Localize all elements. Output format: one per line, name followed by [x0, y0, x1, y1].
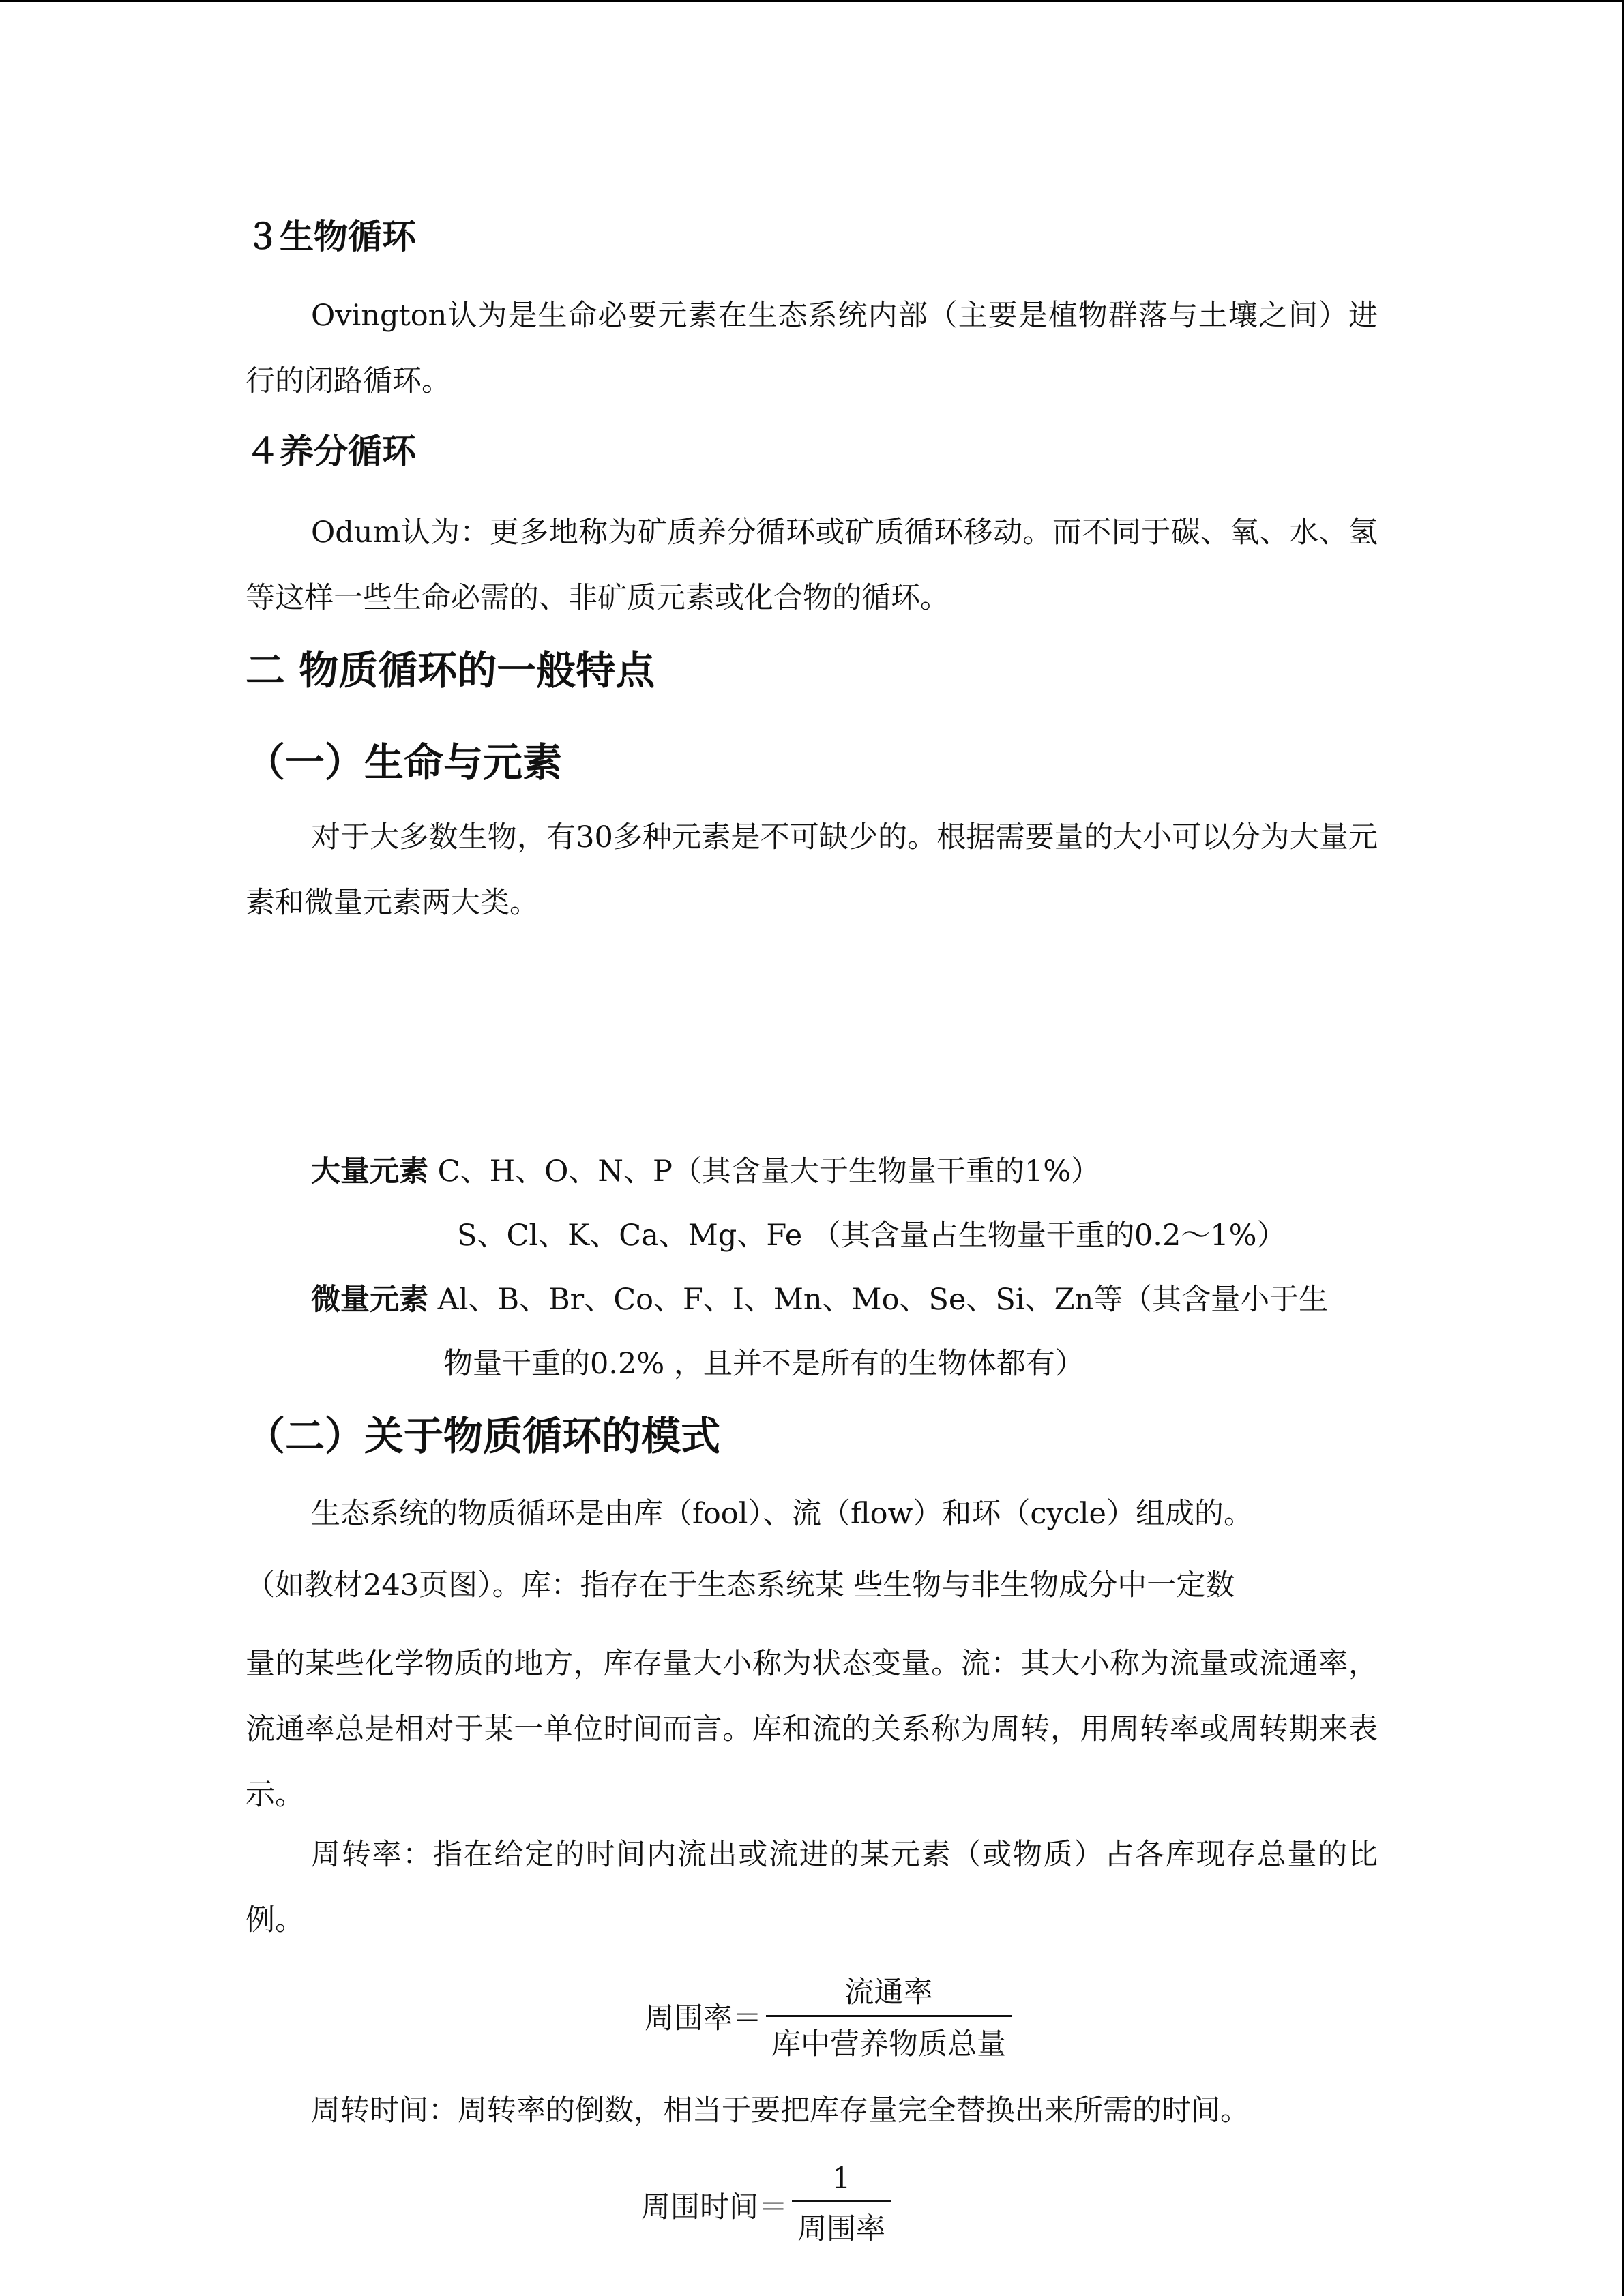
turnover-rate-formula	[645, 1969, 1012, 2063]
turnover-time-paragraph: 周转时间：周转率的倒数，相当于要把库存量完全替换出来所需的时间。	[311, 2093, 1250, 2128]
section-4-heading: ４养分循环	[246, 432, 416, 471]
macro-elements-label: 大量元素	[311, 1154, 428, 1189]
micro-elements-list-1: Al、B、Br、Co、F、I、Mn、Mo、Se、Si、Zn等（其含量小于生	[428, 1283, 1329, 1317]
macro-elements-line-2: S、Cl、K、Ca、Mg、Fe （其含量占生物量干重的0.2～1%）	[457, 1219, 1286, 1253]
subsection-1-heading: （一）生命与元素	[246, 739, 563, 786]
formula-2-fraction	[792, 2162, 891, 2248]
micro-elements-line-2: 物量干重的0.2% ，且并不是所有的生物体都有）	[443, 1347, 1084, 1381]
subsection-2-paragraph: 量的某些化学物质的地方，库存量大小称为状态变量。流：其大小称为流量或流通率，流通率总是相对于某一单位时间而言。库和流的关系称为周转，用周转率或周转期来表示。	[246, 1647, 1378, 1812]
formula-2-numerator: 1	[831, 2162, 851, 2196]
subsection-2-line-2: （如教材243页图）。库：指存在于生态系统某 些生物与非生物成分中一定数	[246, 1568, 1235, 1602]
section-4-paragraph: Odum认为：更多地称为矿质养分循环或矿质循环移动。而不同于碳、氧、水、氢等这样一些生命必需的、非矿质元素或化合物的循环。	[246, 516, 1378, 615]
micro-elements-line-1	[311, 1279, 1328, 1320]
section-3-heading: ３生物循环	[246, 217, 416, 256]
formula-2-lhs: 周围时间＝	[641, 2190, 788, 2224]
subsection-1-paragraph: 对于大多数生物，有30多种元素是不可缺少的。根据需要量的大小可以分为大量元素和微量元素两大类。	[246, 820, 1378, 920]
formula-1-denominator: 库中营养物质总量	[771, 2027, 1006, 2061]
macro-elements-list-1: C、H、O、N、P（其含量大于生物量干重的1%）	[428, 1154, 1101, 1189]
subsection-2-line-1: 生态系统的物质循环是由库（fool）、流（flow）和环（cycle）组成的。	[311, 1497, 1253, 1531]
formula-1-lhs: 周围率＝	[645, 2001, 762, 2036]
part-2-heading: 二 物质循环的一般特点	[246, 647, 655, 694]
macro-elements-line-1	[311, 1151, 1100, 1192]
section-3-paragraph: Ovington认为是生命必要元素在生态系统内部（主要是植物群落与土壤之间）进行的闭路循环。	[246, 299, 1378, 398]
formula-1-fraction	[766, 1969, 1012, 2063]
micro-elements-label: 微量元素	[311, 1283, 428, 1317]
turnover-time-formula	[641, 2162, 891, 2248]
turnover-rate-paragraph: 周转率：指在给定的时间内流出或流进的某元素（或物质）占各库现存总量的比例。	[246, 1838, 1378, 1937]
top-border	[0, 0, 1624, 2]
formula-2-denominator: 周围率	[797, 2212, 885, 2246]
formula-1-numerator: 流通率	[844, 1976, 933, 2010]
subsection-2-heading: （二）关于物质循环的模式	[246, 1413, 721, 1459]
